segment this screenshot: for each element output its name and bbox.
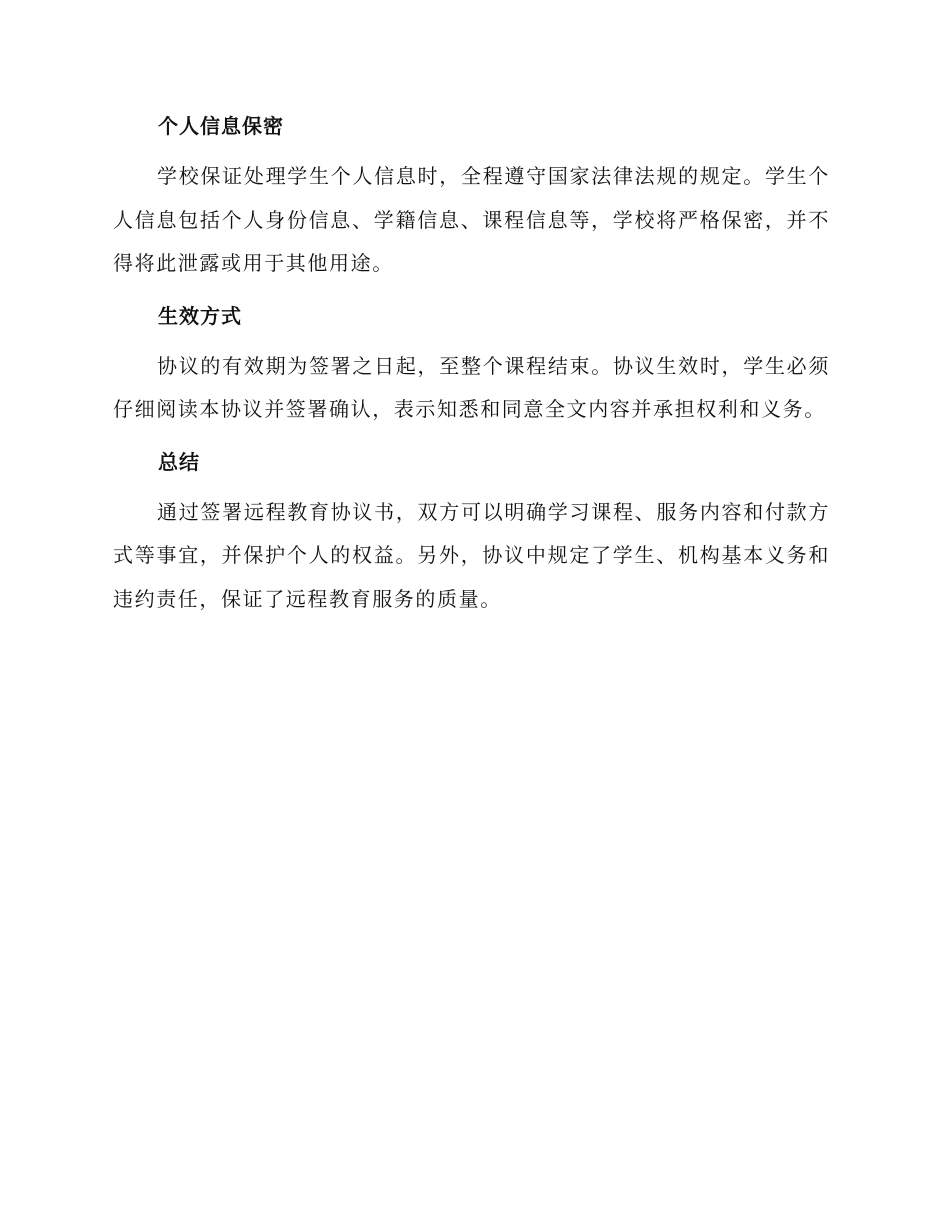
section-heading: 生效方式 bbox=[158, 303, 242, 328]
section-effective-method bbox=[113, 300, 830, 432]
section-heading: 总结 bbox=[158, 449, 200, 474]
section-paragraph: 协议的有效期为签署之日起，至整个课程结束。协议生效时，学生必须仔细阅读本协议并签署确认，表示知悉和同意全文内容并承担权利和义务。 bbox=[113, 353, 830, 421]
section-personal-info-confidentiality bbox=[113, 110, 830, 286]
section-heading: 个人信息保密 bbox=[158, 114, 284, 138]
section-summary bbox=[113, 446, 830, 622]
section-paragraph: 通过签署远程教育协议书，双方可以明确学习课程、服务内容和付款方式等事宜，并保护个人的权益。另外，协议中规定了学生、机构基本义务和违约责任，保证了远程教育服务的质量。 bbox=[113, 499, 830, 611]
section-paragraph: 学校保证处理学生个人信息时，全程遵守国家法律法规的规定。学生个人信息包括个人身份信息、学籍信息、课程信息等，学校将严格保密，并不得将此泄露或用于其他用途。 bbox=[113, 164, 830, 275]
